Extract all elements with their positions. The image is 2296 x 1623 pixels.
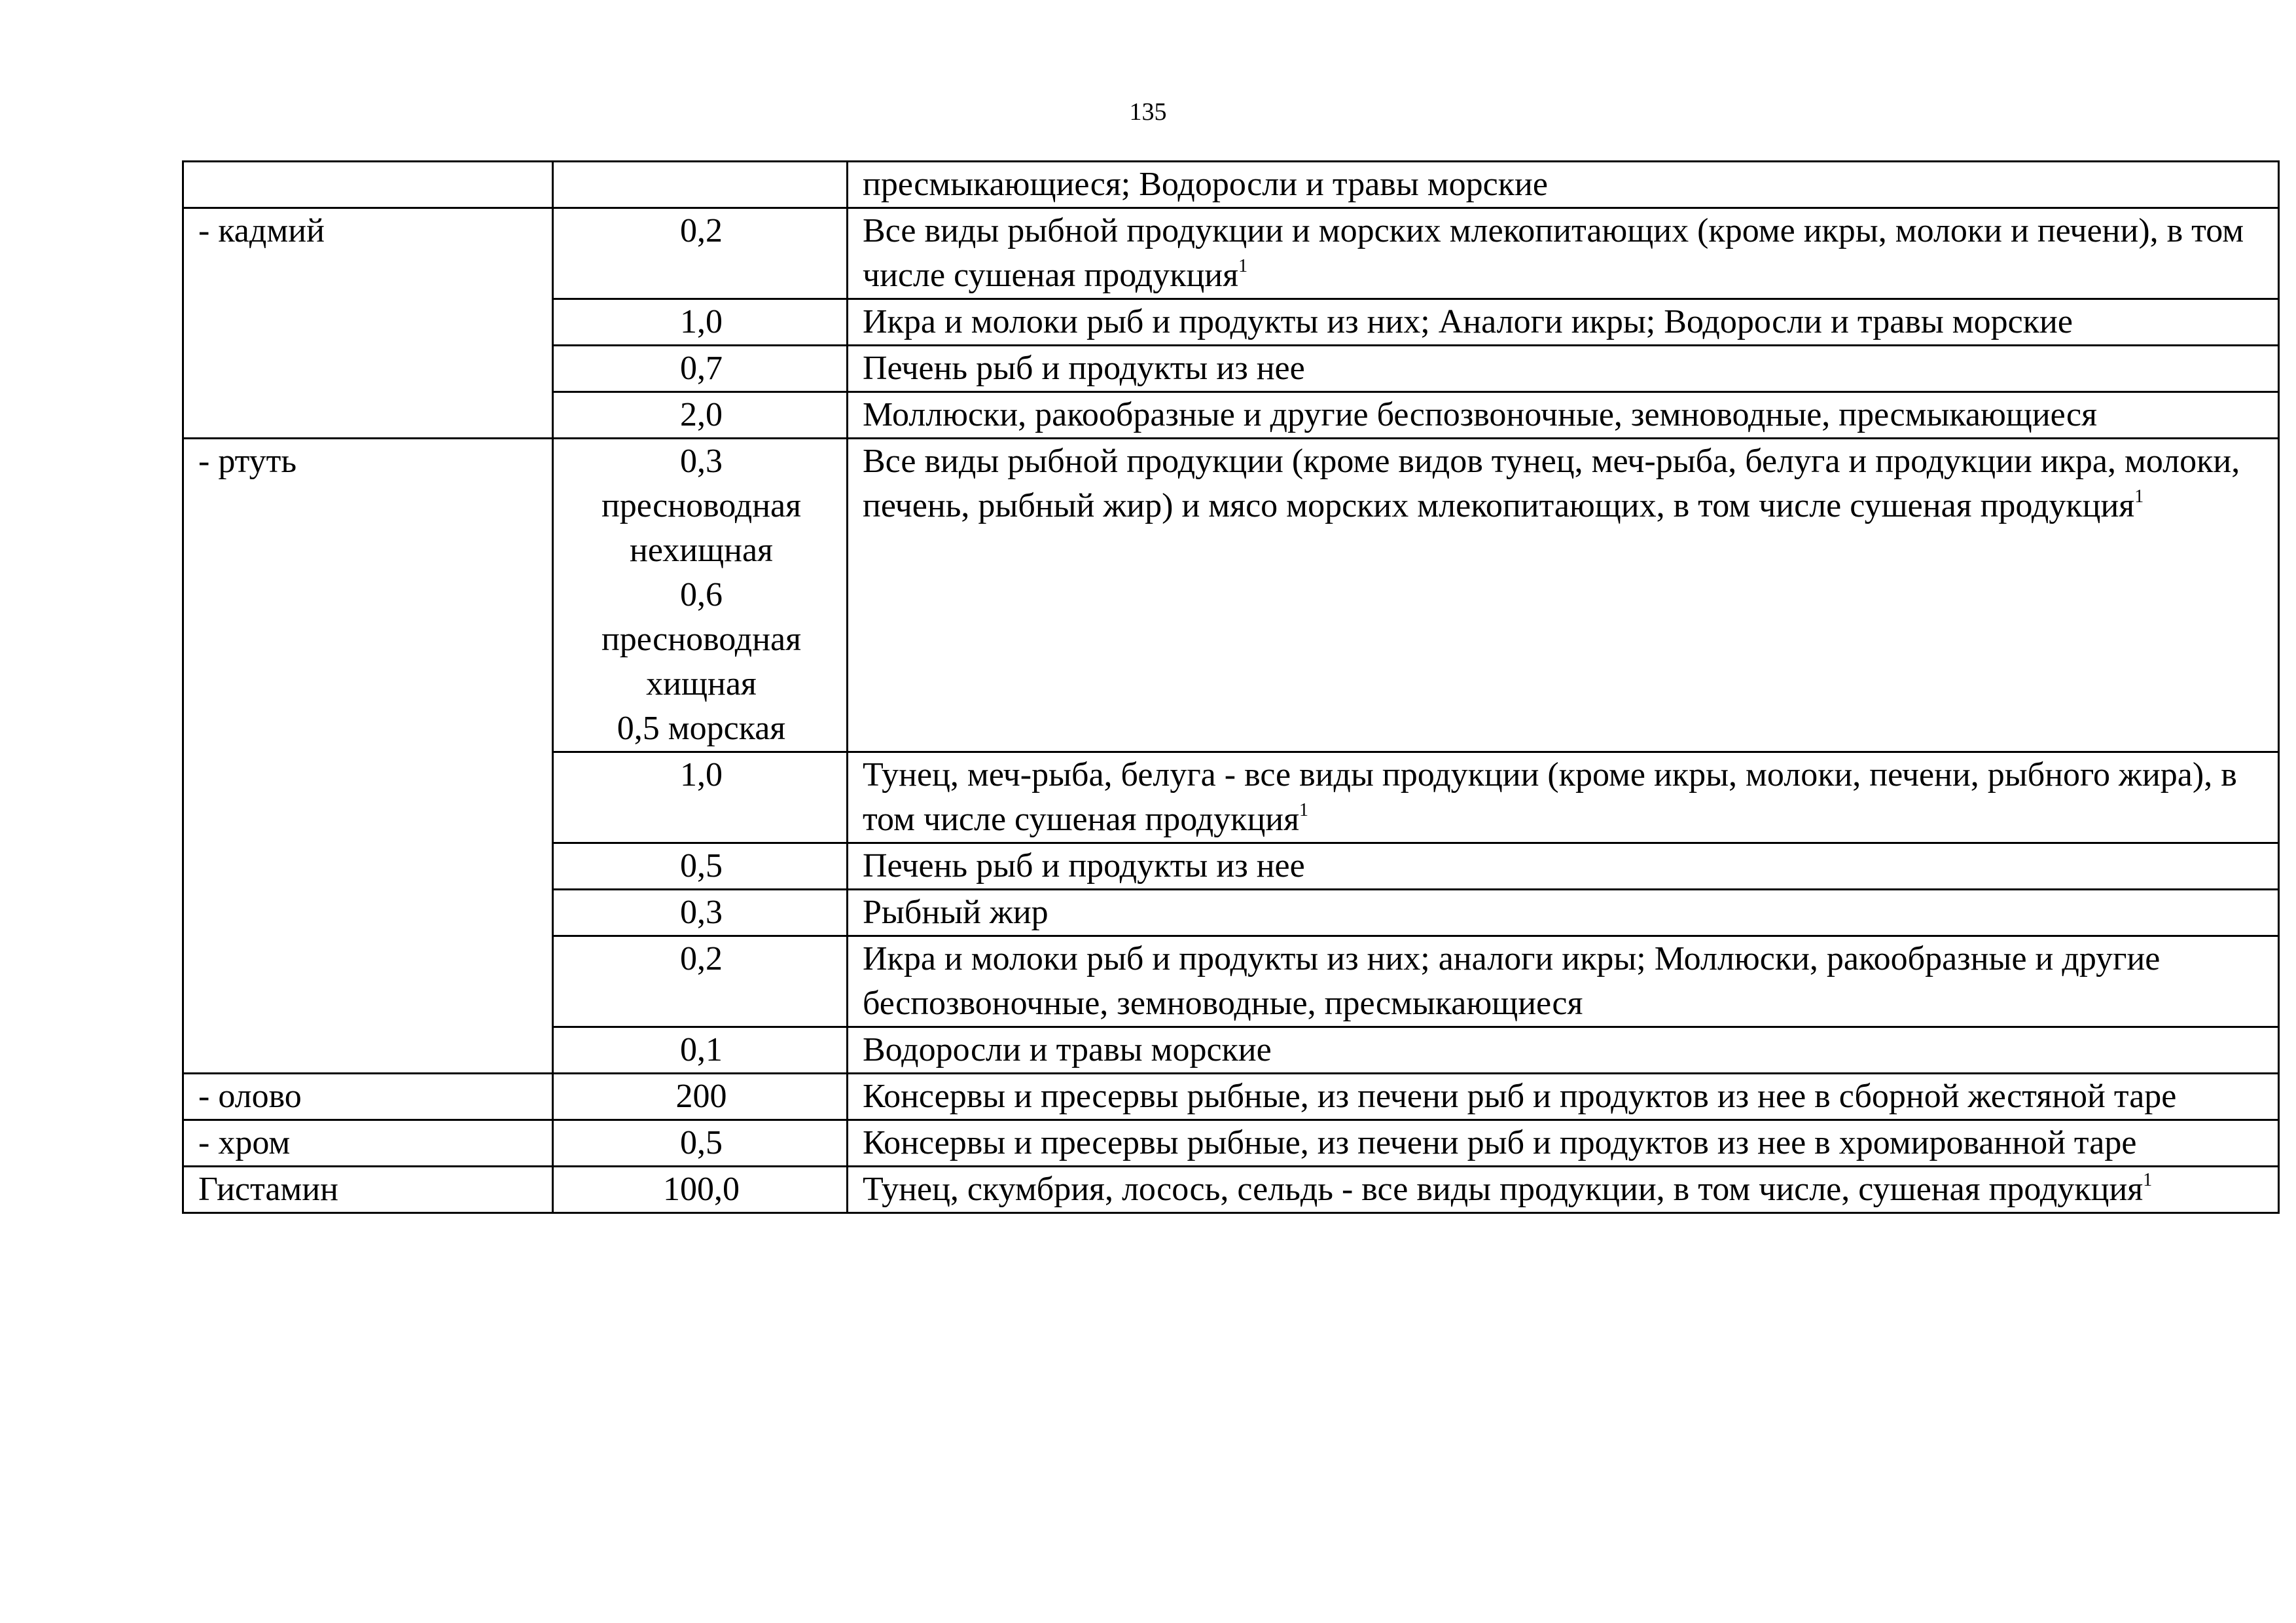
value-cell (553, 936, 848, 1027)
description-cell (848, 843, 2279, 890)
value-cell (553, 299, 848, 346)
indicator-cell (183, 208, 553, 439)
indicator-name: Гистамин (198, 1171, 338, 1208)
value-cell (553, 208, 848, 299)
value-text: 0,5 (680, 847, 723, 884)
description-cell (848, 208, 2279, 299)
value-cell (553, 890, 848, 936)
value-cell (553, 346, 848, 392)
table-row (183, 1120, 2279, 1167)
value-text: 0,3 (680, 443, 723, 480)
value-text: 1,0 (680, 756, 723, 793)
indicator-name: - хром (198, 1124, 291, 1161)
footnote-mark: 1 (1238, 256, 1248, 276)
footnote-mark: 1 (2134, 486, 2144, 507)
value-text: пресноводная (601, 487, 802, 524)
description-text: пресмыкающиеся; Водоросли и травы морские (863, 166, 1548, 203)
indicator-cell (183, 1074, 553, 1120)
value-text: 0,3 (680, 894, 723, 931)
indicator-name: - ртуть (198, 443, 297, 480)
table-row (183, 1074, 2279, 1120)
footnote-mark: 1 (2143, 1170, 2153, 1190)
value-text: 200 (675, 1078, 727, 1115)
value-text: 0,2 (680, 940, 723, 977)
description-cell (848, 299, 2279, 346)
description-text: Консервы и пресервы рыбные, из печени рыб и продуктов из нее в хромированной таре (863, 1124, 2137, 1161)
description-cell (848, 1027, 2279, 1074)
value-text: 0,5 морская (617, 710, 786, 747)
indicator-cell (183, 162, 553, 208)
description-cell (848, 162, 2279, 208)
contaminants-table (182, 160, 2280, 1214)
value-cell (553, 1074, 848, 1120)
description-cell (848, 890, 2279, 936)
value-cell (553, 162, 848, 208)
value-cell (553, 752, 848, 843)
indicator-name: - кадмий (198, 212, 325, 249)
value-text: 0,2 (680, 212, 723, 249)
value-cell (553, 1167, 848, 1213)
page-number: 135 (1129, 98, 1167, 126)
description-text: Икра и молоки рыб и продукты из них; аналоги икры; Моллюски, ракообразные и другие беспозвоночные, земноводные, пресмыкающиеся (863, 940, 2161, 1022)
value-text: нехищная (630, 532, 773, 569)
description-cell (848, 439, 2279, 752)
footnote-mark: 1 (1299, 800, 1309, 820)
description-text: Рыбный жир (863, 894, 1049, 931)
value-text: 0,7 (680, 350, 723, 387)
description-cell (848, 346, 2279, 392)
value-text: 100,0 (663, 1171, 740, 1208)
value-cell (553, 392, 848, 439)
value-text: 0,6 (680, 576, 723, 613)
value-text: 2,0 (680, 396, 723, 433)
description-text: Консервы и пресервы рыбные, из печени рыб и продуктов из нее в сборной жестяной таре (863, 1078, 2177, 1115)
description-cell (848, 1120, 2279, 1167)
description-text: Все виды рыбной продукции и морских млекопитающих (кроме икры, молоки и печени), в том числе сушеная продукция (863, 212, 2244, 294)
value-cell (553, 1120, 848, 1167)
table-row (183, 208, 2279, 299)
value-text: 0,1 (680, 1031, 723, 1068)
value-cell (553, 1027, 848, 1074)
value-text: 1,0 (680, 303, 723, 340)
description-text: Моллюски, ракообразные и другие беспозвоночные, земноводные, пресмыкающиеся (863, 396, 2098, 433)
description-cell (848, 1074, 2279, 1120)
description-text: Тунец, меч-рыба, белуга - все виды продукции (кроме икры, молоки, печени, рыбного жира), в том числе сушеная продукция (863, 756, 2237, 838)
description-cell (848, 1167, 2279, 1213)
indicator-cell (183, 439, 553, 1074)
description-cell (848, 752, 2279, 843)
description-text: Водоросли и травы морские (863, 1031, 1272, 1068)
description-text: Все виды рыбной продукции (кроме видов тунец, меч-рыба, белуга и продукции икра, молоки, печень, рыбный жир) и мясо морских млекопитающих, в том числе сушеная продукция (863, 443, 2240, 524)
value-cell (553, 843, 848, 890)
value-text: пресноводная (601, 621, 802, 658)
indicator-cell (183, 1167, 553, 1213)
indicator-name: - олово (198, 1078, 302, 1115)
description-text: Тунец, скумбрия, лосось, сельдь - все виды продукции, в том числе, сушеная продукция (863, 1171, 2144, 1208)
table-row (183, 162, 2279, 208)
value-text: хищная (646, 665, 757, 702)
description-text: Икра и молоки рыб и продукты из них; Аналоги икры; Водоросли и травы морские (863, 303, 2073, 340)
description-cell (848, 392, 2279, 439)
table-row (183, 439, 2279, 752)
table-row (183, 1167, 2279, 1213)
description-text: Печень рыб и продукты из нее (863, 350, 1305, 387)
value-text: 0,5 (680, 1124, 723, 1161)
value-cell (553, 439, 848, 752)
indicator-cell (183, 1120, 553, 1167)
description-text: Печень рыб и продукты из нее (863, 847, 1305, 884)
description-cell (848, 936, 2279, 1027)
